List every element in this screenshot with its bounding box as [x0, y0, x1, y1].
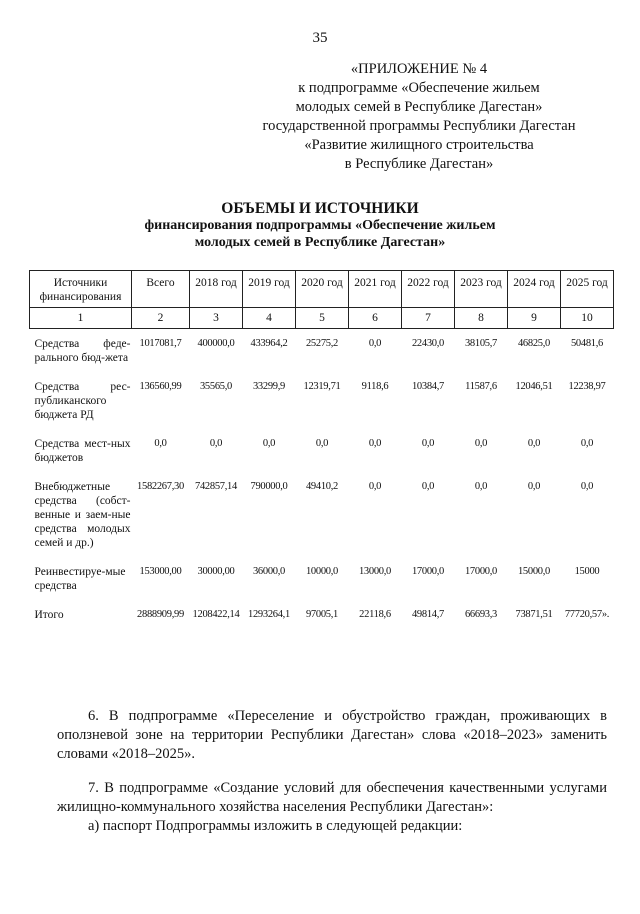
paragraph-7: 7. В подпрограмме «Создание условий для обеспечения качественными услугами жилищно-коммунального хозяйства населения Республики Дагестан»: — [57, 779, 607, 815]
column-number: 10 — [561, 308, 614, 329]
column-header: 2025 год — [561, 271, 614, 308]
document-title — [0, 200, 640, 251]
row-value: 15000 — [574, 566, 600, 577]
row-value: 73871,51 — [515, 609, 553, 620]
row-value: 1582267,30 — [137, 481, 184, 492]
paragraph-6: 6. В подпрограмме «Переселение и обустройство граждан, проживающих в оползневой зоне на территории Республики Дагестан» слова «2018–2023» заменить словами «2018–2025». — [57, 707, 607, 762]
row-value: 0,0 — [580, 438, 594, 449]
column-number: 1 — [30, 308, 132, 329]
column-number: 4 — [243, 308, 296, 329]
appendix-line: государственной программы Республики Дагестан — [262, 118, 576, 134]
column-header: Источники финансирования — [30, 271, 132, 308]
row-value: 1293264,1 — [248, 609, 290, 620]
row-value: 17000,0 — [411, 566, 445, 577]
row-value: 97005,1 — [305, 609, 339, 620]
row-value: 0,0 — [527, 481, 541, 492]
row-value: 1017081,7 — [139, 338, 182, 349]
row-value: 77720,57». — [564, 609, 610, 620]
title-line-2: финансирования подпрограммы «Обеспечение жильем — [144, 218, 496, 233]
row-value: 11587,6 — [465, 381, 497, 392]
appendix-line: в Республике Дагестан» — [344, 156, 494, 172]
column-header: 2018 год — [190, 271, 243, 308]
table-row-extrabudgetary — [30, 480, 614, 550]
row-value: 10000,0 — [305, 566, 339, 577]
column-header: 2023 год — [455, 271, 508, 308]
row-value: 0,0 — [262, 438, 276, 449]
row-value: 0,0 — [421, 438, 435, 449]
row-value: 38105,7 — [464, 338, 498, 349]
row-value: 33299,9 — [252, 381, 286, 392]
row-value: 12238,97 — [568, 381, 606, 392]
row-value: 12046,51 — [515, 381, 553, 392]
column-number: 9 — [508, 308, 561, 329]
column-number-row — [30, 308, 614, 329]
appendix-line: «ПРИЛОЖЕНИЕ № 4 — [350, 61, 488, 77]
title-line-3: молодых семей в Республике Дагестан» — [194, 235, 446, 250]
row-value: 49410,2 — [305, 481, 339, 492]
row-value: 10384,7 — [411, 381, 445, 392]
table-row-total — [30, 608, 614, 622]
row-value: 12319,71 — [303, 381, 341, 392]
column-number: 6 — [349, 308, 402, 329]
column-header: 2020 год — [296, 271, 349, 308]
column-header: 2024 год — [508, 271, 561, 308]
appendix-line: «Развитие жилищного строительства — [304, 137, 534, 153]
column-number: 5 — [296, 308, 349, 329]
financing-table — [29, 270, 614, 622]
column-header: 2022 год — [402, 271, 455, 308]
row-source: Реинвестируе-мые средства — [34, 566, 126, 592]
row-value: 2888909,99 — [137, 609, 184, 620]
row-value: 742857,14 — [195, 481, 237, 492]
appendix-line: молодых семей в Республике Дагестан» — [295, 99, 543, 115]
row-value: 0,0 — [368, 481, 382, 492]
row-value: 0,0 — [368, 338, 382, 349]
row-value: 46825,0 — [517, 338, 551, 349]
row-value: 0,0 — [580, 481, 594, 492]
title-line-1: ОБЪЕМЫ И ИСТОЧНИКИ — [221, 200, 419, 217]
row-value: 35565,0 — [199, 381, 233, 392]
column-header: 2019 год — [243, 271, 296, 308]
column-number: 3 — [190, 308, 243, 329]
column-header: Всего — [132, 271, 190, 308]
row-value: 0,0 — [368, 438, 382, 449]
row-value: 0,0 — [474, 481, 488, 492]
table-row-republican — [30, 380, 614, 422]
row-value: 400000,0 — [197, 338, 235, 349]
column-number: 2 — [132, 308, 190, 329]
row-source: Средства феде-рального бюд-жета — [34, 338, 131, 364]
table-row-reinvested — [30, 565, 614, 593]
row-value: 0,0 — [474, 438, 488, 449]
row-value: 13000,0 — [358, 566, 392, 577]
row-value: 25275,2 — [305, 338, 339, 349]
row-value: 136560,99 — [139, 381, 182, 392]
paragraph-a: а) паспорт Подпрограммы изложить в следующей редакции: — [88, 817, 463, 834]
appendix-header — [254, 60, 584, 174]
appendix-line: к подпрограмме «Обеспечение жильем — [298, 80, 540, 96]
row-value: 0,0 — [421, 481, 435, 492]
table-header-row — [30, 271, 614, 308]
row-value: 30000,00 — [197, 566, 235, 577]
row-value: 49814,7 — [411, 609, 445, 620]
row-value: 22118,6 — [359, 609, 391, 620]
column-number: 8 — [455, 308, 508, 329]
row-value: 153000,00 — [139, 566, 182, 577]
row-source: Итого — [34, 609, 64, 621]
row-value: 0,0 — [527, 438, 541, 449]
row-value: 0,0 — [154, 438, 167, 449]
row-source: Средства мест-ных бюджетов — [34, 438, 131, 464]
table-row-federal — [30, 329, 614, 366]
row-value: 50481,6 — [570, 338, 604, 349]
row-value: 22430,0 — [411, 338, 445, 349]
column-number: 7 — [402, 308, 455, 329]
page-number: 35 — [312, 30, 328, 46]
table-row-local — [30, 437, 614, 465]
row-value: 790000,0 — [250, 481, 288, 492]
row-value: 433964,2 — [250, 338, 288, 349]
row-value: 66693,3 — [464, 609, 498, 620]
row-value: 0,0 — [315, 438, 329, 449]
row-value: 1208422,14 — [192, 609, 240, 620]
row-source: Внебюджетные средства (собст-венные и заем-ные средства молодых семей и др.) — [34, 481, 131, 549]
row-value: 15000,0 — [517, 566, 551, 577]
row-value: 17000,0 — [464, 566, 498, 577]
row-value: 0,0 — [209, 438, 223, 449]
row-value: 36000,0 — [252, 566, 286, 577]
row-source: Средства рес-публиканского бюджета РД — [34, 381, 131, 421]
column-header: 2021 год — [349, 271, 402, 308]
row-value: 9118,6 — [361, 381, 389, 392]
